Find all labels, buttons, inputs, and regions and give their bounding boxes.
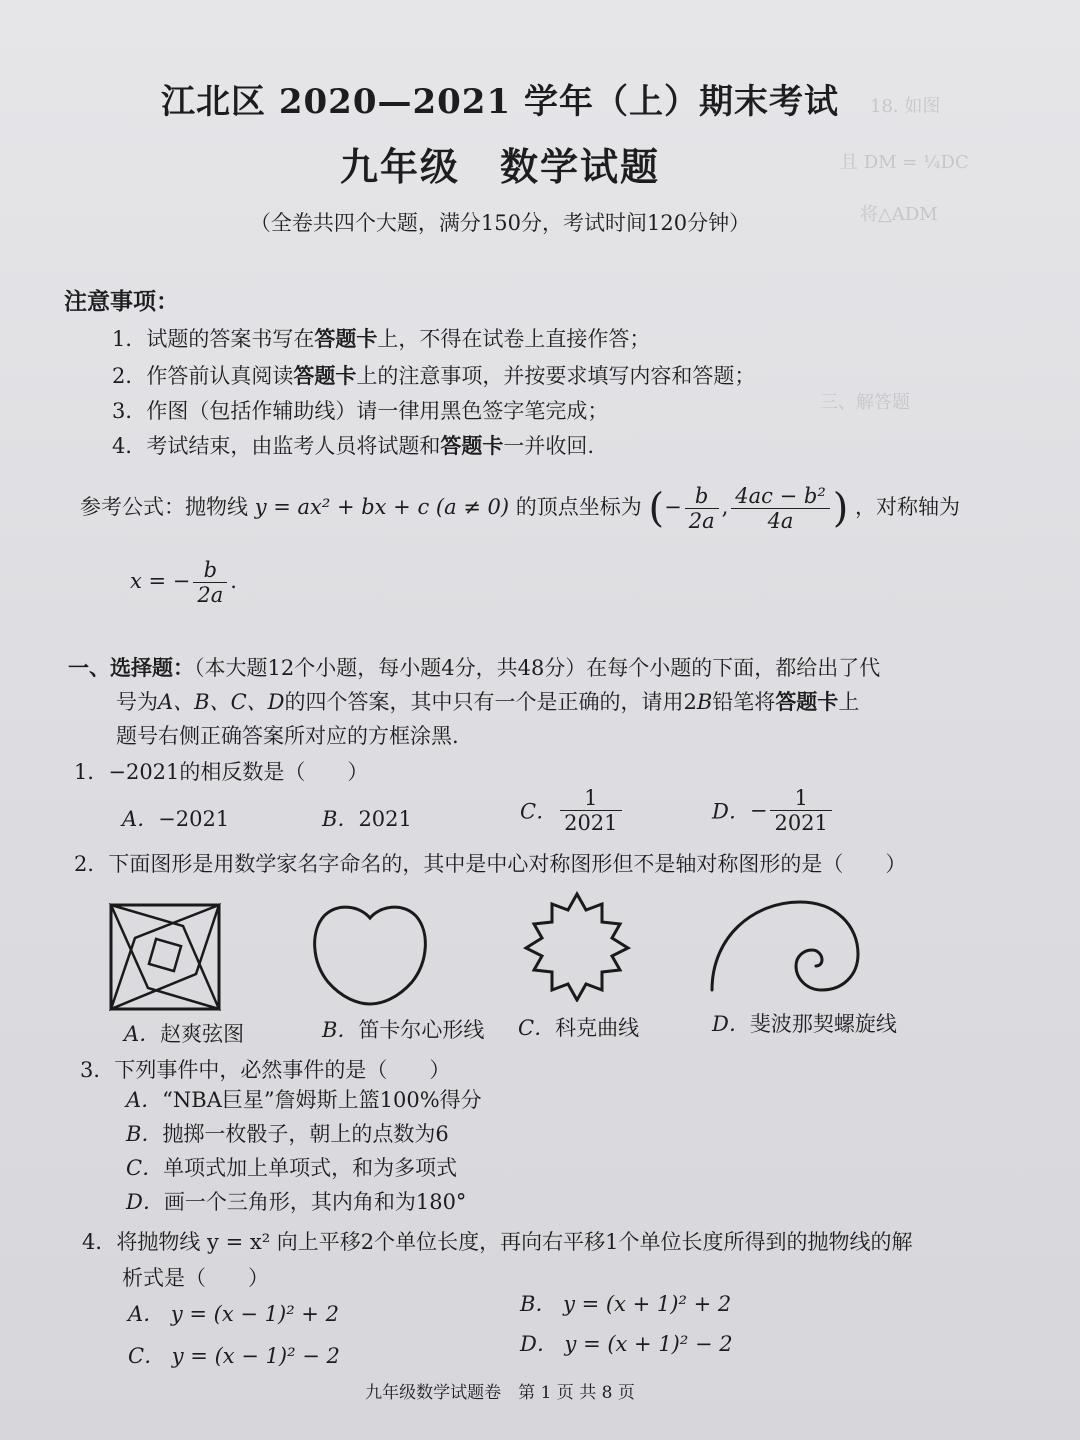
- q2-option-a: A．赵爽弦图: [124, 1022, 245, 1046]
- q3-option-a: A．“NBA巨星”詹姆斯上篮100%得分: [126, 1088, 482, 1112]
- section-one-intro: 一、选择题：（本大题12个小题，每小题4分，共48分）在每个小题的下面，都给出了代: [68, 656, 881, 680]
- exam-info: （全卷共四个大题，满分150分，考试时间120分钟）: [249, 211, 751, 235]
- koch-snowflake-figure: [518, 890, 636, 1002]
- question-4-stem-line2: 析式是（ ）: [122, 1266, 269, 1290]
- question-2-stem: 2．下面图形是用数学家名字命名的，其中是中心对称图形但不是轴对称图形的是（ ）: [74, 852, 907, 876]
- notice-item: 2．作答前认真阅读答题卡上的注意事项，并按要求填写内容和答题；: [112, 364, 756, 388]
- bleed-through-text: 将△ADM: [860, 204, 938, 225]
- notice-item: 3．作图（包括作辅助线）请一律用黑色签字笔完成；: [112, 399, 609, 423]
- q2-option-d: D．斐波那契螺旋线: [712, 1012, 897, 1036]
- exam-title: 江北区 2020—2021 学年（上）期末考试: [161, 82, 839, 122]
- q4-option-b: B． y = (x + 1)² + 2: [520, 1292, 732, 1316]
- q1-option-d: D．− $\frac{1}{2021}$: [712, 786, 835, 835]
- q1-option-a: A．−2021: [122, 807, 230, 831]
- q2-option-c: C．科克曲线: [518, 1016, 640, 1040]
- q3-option-b: B．抛掷一枚骰子，朝上的点数为6: [126, 1122, 449, 1146]
- q1-option-b: B．2021: [322, 807, 412, 831]
- section-one-intro-line2: 号为A、B、C、D的四个答案，其中只有一个是正确的，请用2B铅笔将答题卡上: [116, 690, 860, 714]
- bleed-through-text: 18. 如图: [870, 96, 941, 117]
- q3-option-d: D．画一个三角形，其内角和为180°: [126, 1190, 467, 1214]
- axis-formula: x = − $\frac{b}{2a}$ .: [130, 558, 237, 607]
- bleed-through-text: 三、解答题: [820, 392, 910, 413]
- q1-option-c: C． $\frac{1}{2021}$: [520, 786, 625, 835]
- reference-formula: 参考公式：抛物线 y = ax² + bx + c (a ≠ 0) 的顶点坐标为 (− $\frac{b}{2a}$ , $\frac{\text{4ac − b²}}{4a}$ ) ，对称轴为: [80, 484, 961, 533]
- q3-option-c: C．单项式加上单项式，和为多项式: [126, 1156, 458, 1180]
- cardioid-figure: [310, 900, 430, 1008]
- vertex-y-fraction: $\frac{\text{4ac − b²}}{4a}$: [731, 484, 829, 533]
- section-one-intro-line3: 题号右侧正确答案所对应的方框涂黑.: [116, 724, 459, 748]
- exam-subject-title: 九年级 数学试题: [339, 144, 660, 189]
- question-1-stem: 1．−2021的相反数是（ ）: [74, 760, 369, 784]
- notice-item: 1．试题的答案书写在答题卡上，不得在试卷上直接作答；: [112, 327, 651, 351]
- fibonacci-spiral-figure: [704, 896, 864, 994]
- page-footer: 九年级数学试题卷 第 1 页 共 8 页: [365, 1383, 635, 1403]
- notice-heading: 注意事项：: [64, 289, 179, 315]
- q4-option-d: D． y = (x + 1)² − 2: [520, 1332, 733, 1356]
- q2-option-b: B．笛卡尔心形线: [322, 1018, 485, 1042]
- notice-item: 4．考试结束，由监考人员将试题和答题卡一并收回.: [112, 434, 595, 458]
- question-3-stem: 3．下列事件中，必然事件的是（ ）: [80, 1058, 451, 1082]
- q4-option-a: A． y = (x − 1)² + 2: [128, 1302, 339, 1326]
- bleed-through-text: 且 DM = ¼DC: [840, 152, 969, 173]
- vertex-x-fraction: $\frac{b}{2a}$: [685, 484, 719, 533]
- zhao-shuang-diagram: [108, 902, 223, 1014]
- q4-option-c: C． y = (x − 1)² − 2: [128, 1344, 340, 1368]
- question-4-stem: 4．将抛物线 y = x² 向上平移2个单位长度，再向右平移1个单位长度所得到的抛物线的解: [82, 1230, 913, 1254]
